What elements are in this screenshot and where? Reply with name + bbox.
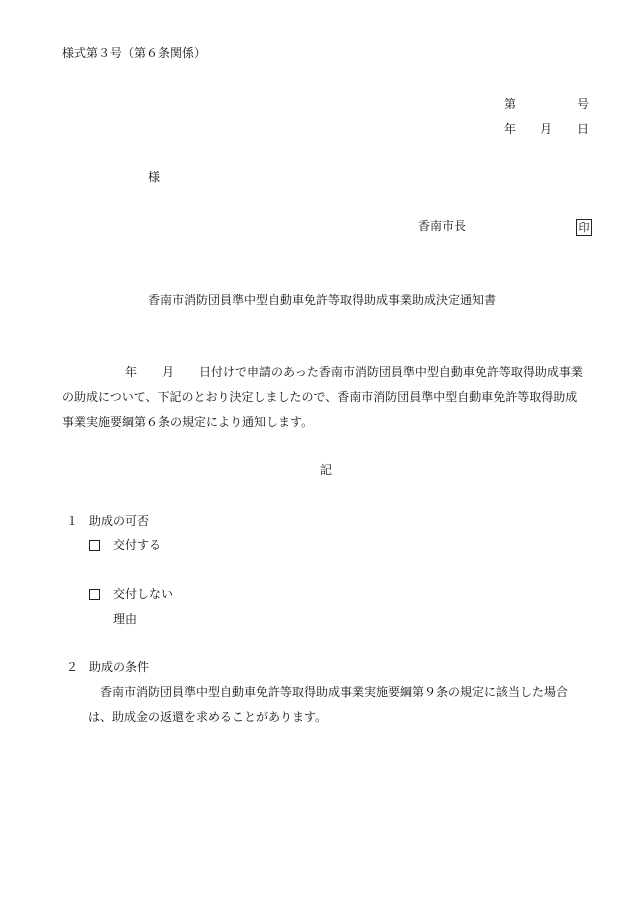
- ki-heading: 記: [320, 463, 333, 477]
- section-2-heading: 助成の条件: [89, 660, 150, 674]
- section-1-number: １: [66, 514, 79, 528]
- reason-label: 理由: [113, 612, 138, 626]
- section-2-text-line-1: 香南市消防団員準中型自動車免許等取得助成事業実施要綱第９条の規定に該当した場合: [100, 685, 569, 699]
- doc-number-prefix: 第: [504, 97, 517, 111]
- grant-option-label: 交付する: [113, 538, 162, 552]
- issuer-name: 香南市長: [418, 219, 467, 233]
- section-2-number: ２: [66, 660, 79, 674]
- deny-option-label: 交付しない: [113, 587, 174, 601]
- seal-mark: 印: [576, 219, 592, 236]
- deny-checkbox[interactable]: [89, 589, 100, 600]
- grant-checkbox[interactable]: [89, 540, 100, 551]
- date-year: 年: [504, 122, 517, 136]
- body-year: 年: [125, 365, 138, 379]
- date-month: 月: [540, 122, 553, 136]
- body-line-1: 日付けで申請のあった香南市消防団員準中型自動車免許等取得助成事業: [199, 365, 583, 379]
- section-1-heading: 助成の可否: [89, 514, 150, 528]
- body-line-2: の助成について、下記のとおり決定しましたので、香南市消防団員準中型自動車免許等取得助成: [62, 390, 578, 404]
- date-day: 日: [577, 122, 590, 136]
- section-2-text-line-2: は、助成金の返還を求めることがあります。: [88, 710, 328, 724]
- document-title: 香南市消防団員準中型自動車免許等取得助成事業助成決定通知書: [148, 293, 497, 307]
- body-month: 月: [162, 365, 175, 379]
- body-line-3: 事業実施要綱第６条の規定により通知します。: [62, 415, 314, 429]
- doc-number-suffix: 号: [577, 97, 590, 111]
- addressee-suffix: 様: [148, 170, 161, 184]
- form-label: 様式第３号（第６条関係）: [62, 46, 207, 60]
